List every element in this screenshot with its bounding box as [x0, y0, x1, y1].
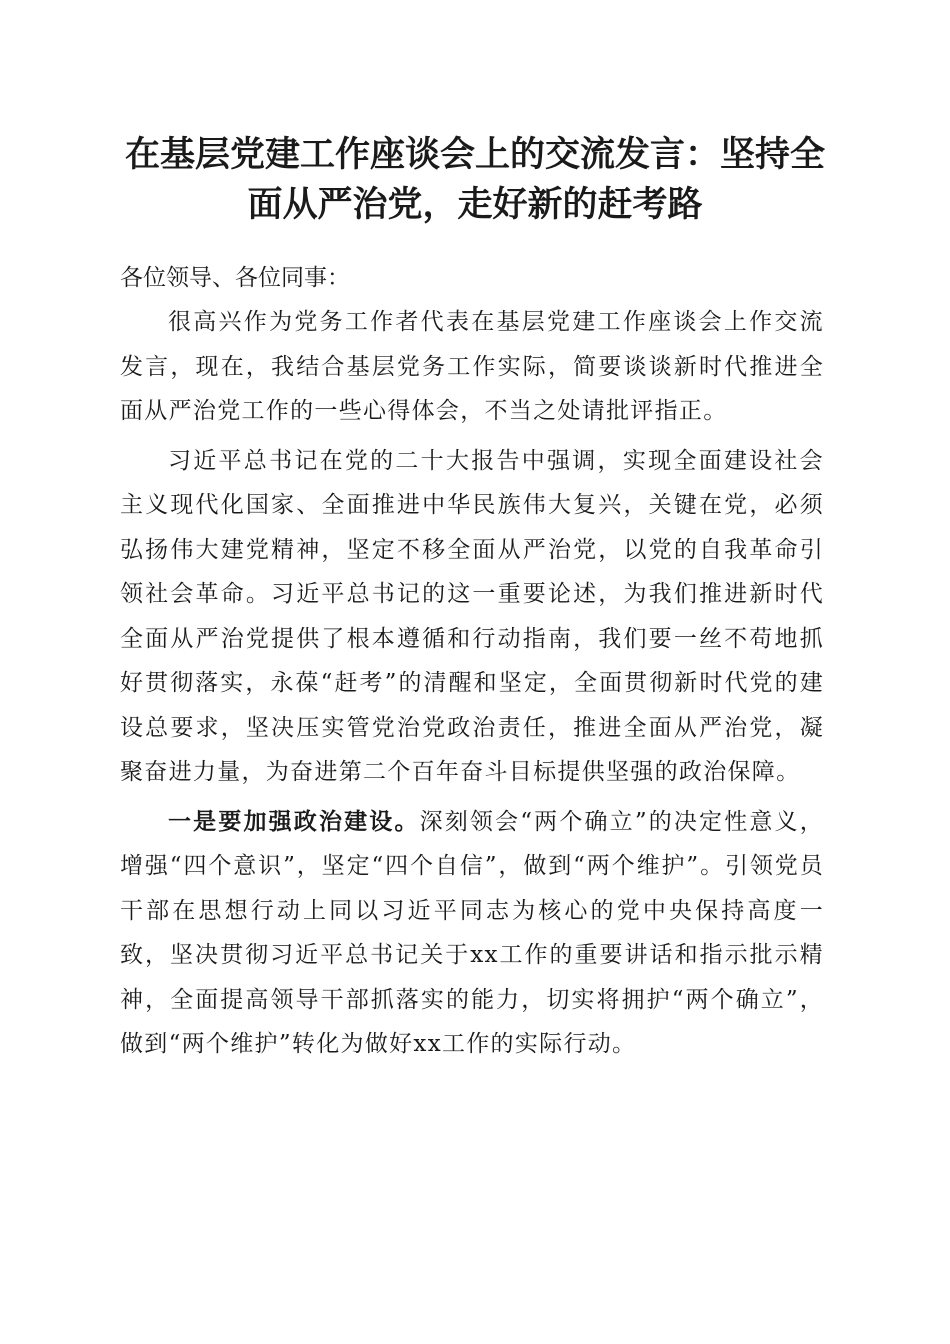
title-line-1: 在基层党建工作座谈会上的交流发言：坚持全 — [124, 134, 825, 175]
paragraph-political-building — [120, 800, 824, 1067]
paragraph-speech-quote — [120, 439, 824, 795]
paragraph-text: 很高兴作为党务工作者代表在基层党建工作座谈会上作交流发言，现在，我结合基层党务工作实际，简要谈谈新时代推进全面从严治党工作的一些心得体会，不当之处请批评指正。 — [120, 309, 824, 424]
document-body — [120, 256, 824, 1072]
salutation: 各位领导、各位同事： — [120, 265, 350, 291]
title-line-2: 面从严治党，走好新的赶考路 — [247, 184, 703, 225]
paragraph-intro — [120, 300, 824, 434]
paragraph-text: 习近平总书记在党的二十大报告中强调，实现全面建设社会主义现代化国家、全面推进中华民族伟大复兴，关键在党，必须弘扬伟大建党精神，坚定不移全面从严治党，以党的自我革命引领社会革命。习近平总书记的这一重要论述，为我们推进新时代全面从严治党提供了根本遵循和行动指南，我们要一丝不苟地抓好贯彻落实，永葆“赶考”的清醒和坚定，全面贯彻新时代党的建设总要求，坚决压实管党治党政治责任，推进全面从严治党，凝聚奋进力量，为奋进第二个百年奋斗目标提供坚强的政治保障。 — [120, 447, 824, 785]
paragraph-lead-heading: 一是要加强政治建设。 — [168, 807, 420, 835]
document-title — [100, 130, 850, 230]
paragraph-text: 深刻领会“两个确立”的决定性意义，增强“四个意识”，坚定“四个自信”，做到“两个维护”。引领党员干部在思想行动上同以习近平同志为核心的党中央保持高度一致，坚决贯彻习近平总书记关于xx工作的重要讲话和指示批示精神，全面提高领导干部抓落实的能力，切实将拥护“两个确立”，做到“两个维护”转化为做好xx工作的实际行动。 — [120, 808, 824, 1057]
